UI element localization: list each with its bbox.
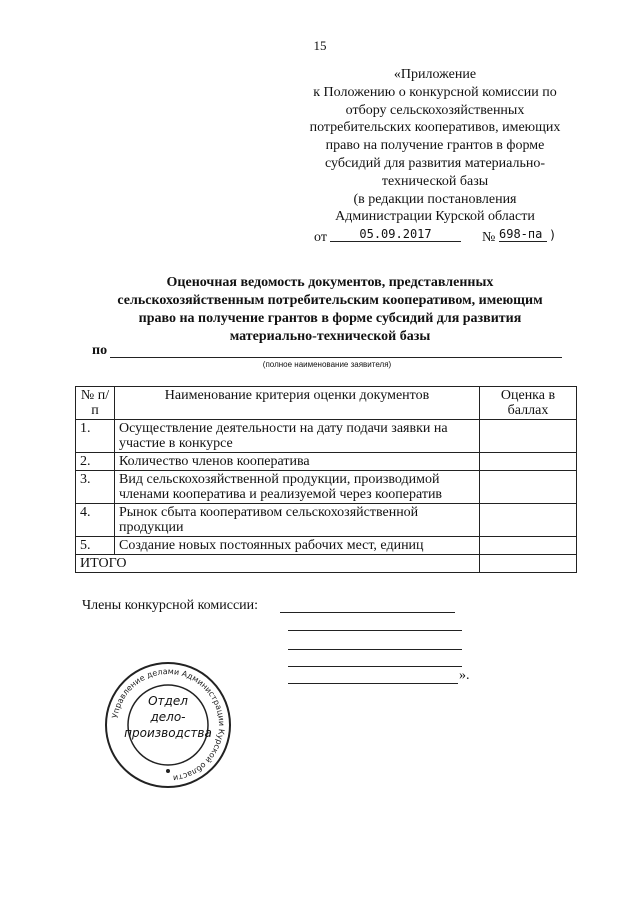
appendix-line: отбору сельскохозяйственных [345,102,525,118]
title-line: материально-технической базы [229,329,431,344]
title-line: сельскохозяйственным потребительским кооперативом, имеющим [117,293,543,308]
header-criterion: Наименование критерия оценки документов [115,387,480,420]
appendix-line: к Положению о конкурсной комиссии по [313,84,557,100]
appendix-line: технической базы [381,173,489,189]
document-title [40,274,620,346]
appendix-line: субсидий для развития материально- [324,155,546,171]
number-prefix: № [482,230,496,246]
row-criterion: Осуществление деятельности на дату подачи заявки на участие в конкурсе [115,420,480,453]
resolution-date: 05.09.2017 [330,227,461,242]
row-score [480,471,577,504]
signature-line [288,683,458,684]
row-criterion: Вид сельскохозяйственной продукции, производимой членами кооператива и реализуемой через кооператив [115,471,480,504]
table-total-row [76,555,577,573]
page-number: 15 [313,38,327,53]
row-num: 4. [76,504,115,537]
applicant-name-line [110,357,562,358]
row-num: 2. [76,453,115,471]
stamp-line: производства [124,726,212,740]
row-criterion: Количество членов кооператива [115,453,480,471]
stamp-line: Отдел [148,694,188,708]
signature-line [288,630,462,631]
office-stamp [104,661,232,789]
row-criterion: Создание новых постоянных рабочих мест, единиц [115,537,480,555]
signature-line [288,666,462,667]
header-num: № п/п [76,387,115,420]
applicant-row [92,343,562,359]
row-criterion: Рынок сбыта кооперативом сельскохозяйственной продукции [115,504,480,537]
row-num: 5. [76,537,115,555]
title-line: Оценочная ведомость документов, представленных [166,275,494,290]
row-score [480,537,577,555]
row-score [480,453,577,471]
row-score [480,504,577,537]
row-score [480,420,577,453]
table-row [76,504,577,537]
table-row [76,420,577,453]
appendix-block [285,66,585,245]
table-row [76,537,577,555]
header-score: Оценка в баллах [480,387,577,420]
resolution-number: 698-па [499,227,547,242]
signature-line [280,612,455,613]
row-num: 3. [76,471,115,504]
appendix-line: потребительских кооперативов, имеющих [309,120,561,136]
signature-line [288,649,462,650]
criteria-table [75,386,577,573]
total-label: ИТОГО [76,555,480,573]
total-score [480,555,577,573]
appendix-line: (в редакции постановления [353,191,517,207]
resolution-date-row [285,227,585,245]
stamp-line: дело- [150,710,186,724]
commission-members-label: Члены конкурсной комиссии: [82,598,259,613]
appendix-line: право на получение грантов в форме [325,138,545,154]
closing-quote: ». [459,668,470,683]
stamp-ring-textpath: Управление делами Администрации Курской области [110,666,227,783]
closing-paren: ) [549,228,557,243]
applicant-prefix: по [92,343,108,358]
table-row [76,471,577,504]
appendix-line: «Приложение [393,67,477,82]
applicant-hint: (полное наименование заявителя) [262,360,392,369]
table-row [76,453,577,471]
stamp-center-text [104,693,232,741]
row-num: 1. [76,420,115,453]
date-prefix: от [314,230,327,246]
appendix-line: Администрации Курской области [335,209,535,225]
table-header-row [76,387,577,420]
title-line: право на получение грантов в форме субсидий для развития [138,311,522,326]
